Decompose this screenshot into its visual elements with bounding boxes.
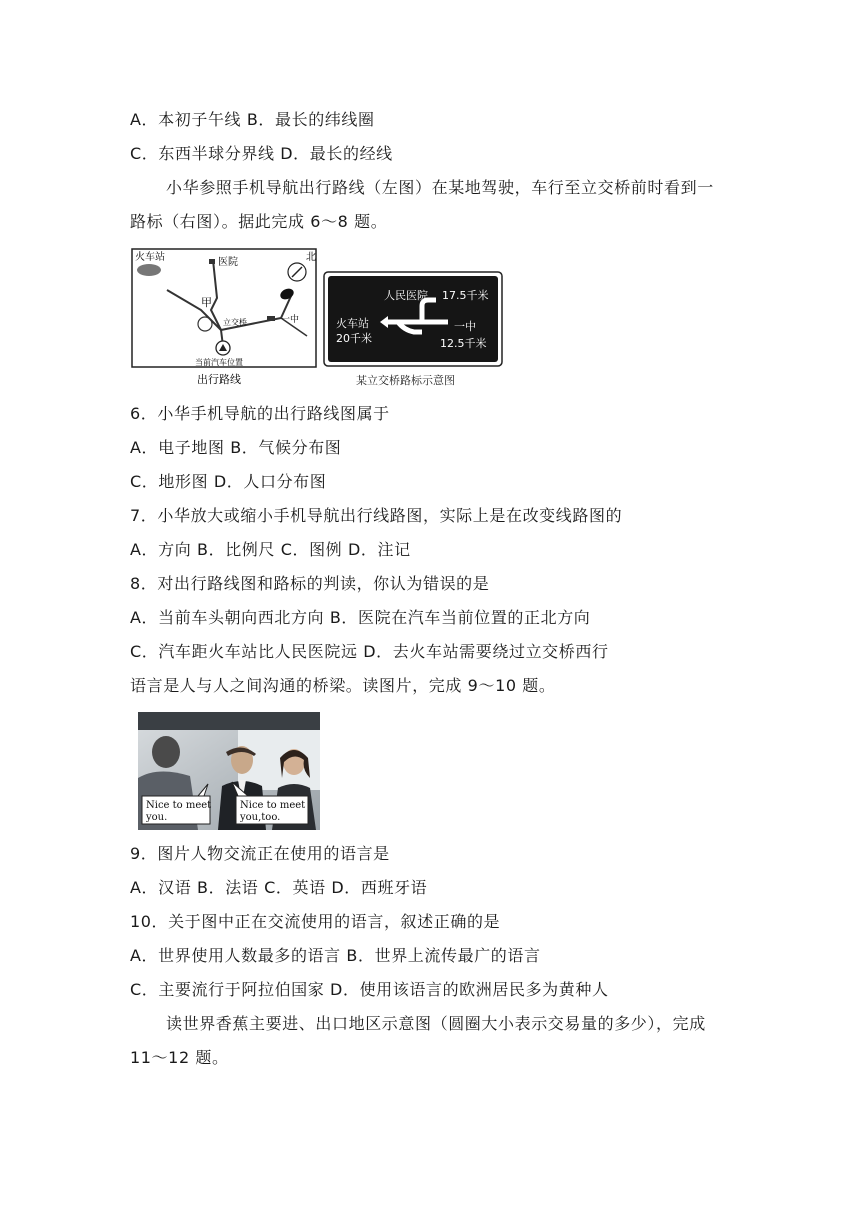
photo-ceiling bbox=[138, 712, 320, 730]
question-10: 10．关于图中正在交流使用的语言，叙述正确的是 bbox=[130, 912, 501, 931]
bubble-left-line2: you. bbox=[146, 812, 168, 823]
option-line: A．当前车头朝向西北方向 B．医院在汽车当前位置的正北方向 bbox=[130, 608, 591, 627]
sign-station-label: 火车站 bbox=[336, 317, 369, 330]
train-station-label: 火车站 bbox=[135, 252, 165, 263]
passage-text: 11～12 题。 bbox=[130, 1048, 229, 1067]
passage-text: 读世界香蕉主要进、出口地区示意图（圆圈大小表示交易量的多少），完成 bbox=[166, 1014, 706, 1033]
route-map-caption: 出行路线 bbox=[197, 373, 241, 386]
road-sign-figure bbox=[322, 270, 504, 388]
option-line: A．电子地图 B．气候分布图 bbox=[130, 438, 342, 457]
question-7: 7．小华放大或缩小手机导航出行线路图，实际上是在改变线路图的 bbox=[130, 506, 623, 525]
jia-label: 甲 bbox=[201, 296, 212, 309]
sign-station-distance: 20千米 bbox=[336, 332, 372, 345]
passage-text: 语言是人与人之间沟通的桥梁。读图片，完成 9～10 题。 bbox=[130, 676, 556, 695]
bubble-right-line1: Nice to meet bbox=[240, 800, 306, 811]
school-label: 一中 bbox=[281, 315, 300, 325]
question-9: 9．图片人物交流正在使用的语言是 bbox=[130, 844, 390, 863]
school-icon bbox=[267, 316, 275, 321]
option-line: C．东西半球分界线 D．最长的经线 bbox=[130, 144, 393, 163]
sign-school-label: 一中 bbox=[454, 320, 476, 333]
sign-hospital-distance: 17.5千米 bbox=[442, 289, 489, 302]
option-line: C．地形图 D．人口分布图 bbox=[130, 472, 327, 491]
passage-text: 路标（右图）。据此完成 6～8 题。 bbox=[130, 212, 388, 231]
conversation-photo bbox=[138, 712, 320, 830]
train-station-icon bbox=[137, 264, 161, 276]
sign-hospital-label: 人民医院 bbox=[384, 289, 428, 302]
hospital-icon bbox=[209, 259, 215, 264]
north-label: 北 bbox=[306, 252, 316, 263]
option-line: A．汉语 B．法语 C．英语 D．西班牙语 bbox=[130, 878, 428, 897]
passage-text: 小华参照手机导航出行路线（左图）在某地驾驶，车行至立交桥前时看到一 bbox=[166, 178, 714, 197]
option-line: C．主要流行于阿拉伯国家 D．使用该语言的欧洲居民多为黄种人 bbox=[130, 980, 609, 999]
bubble-left-line1: Nice to meet bbox=[146, 800, 212, 811]
road-sign-caption: 某立交桥路标示意图 bbox=[356, 374, 455, 387]
option-line: A．世界使用人数最多的语言 B．世界上流传最广的语言 bbox=[130, 946, 541, 965]
question-8: 8．对出行路线图和路标的判读，你认为错误的是 bbox=[130, 574, 490, 593]
option-line: C．汽车距火车站比人民医院远 D．去火车站需要绕过立交桥西行 bbox=[130, 642, 609, 661]
option-line: A．本初子午线 B．最长的纬线圈 bbox=[130, 110, 375, 129]
route-map-figure bbox=[131, 248, 317, 388]
option-line: A．方向 B．比例尺 C．图例 D．注记 bbox=[130, 540, 411, 559]
sign-school-distance: 12.5千米 bbox=[440, 337, 487, 350]
hospital-label: 医院 bbox=[218, 257, 238, 268]
bubble-right-line2: you,too. bbox=[240, 812, 281, 823]
overpass-label: 立交桥 bbox=[223, 318, 247, 327]
question-6: 6．小华手机导航的出行路线图属于 bbox=[130, 404, 390, 423]
person-left-head bbox=[152, 736, 180, 768]
car-position-label: 当前汽车位置 bbox=[195, 358, 243, 367]
